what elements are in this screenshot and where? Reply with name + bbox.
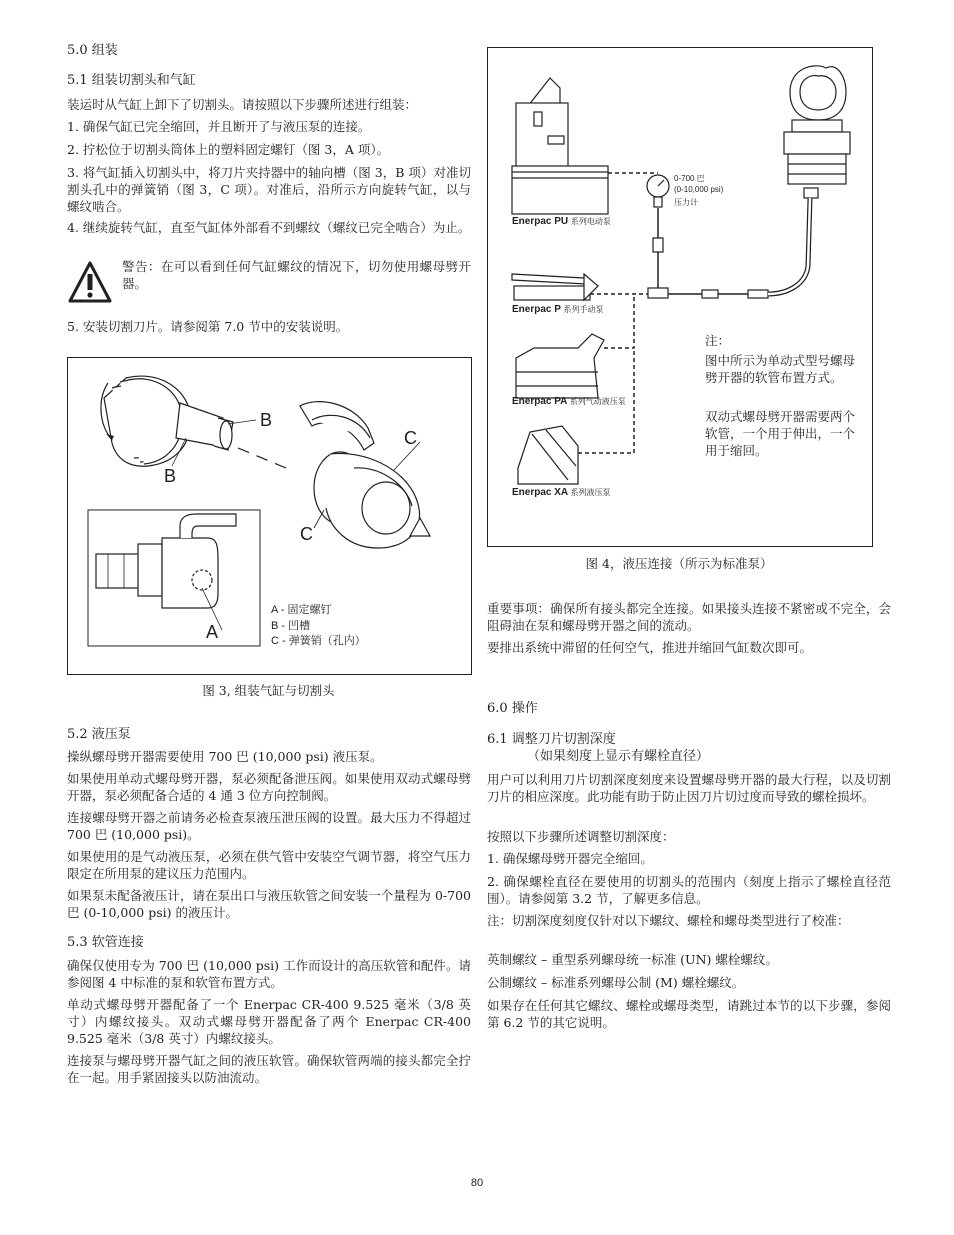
figure-3-box — [67, 357, 472, 675]
section-5-3-heading: 5.3 软管连接 — [67, 935, 144, 950]
fig3-legend-c: C - 弹簧销（孔内） — [271, 635, 366, 647]
section-6-0-heading: 6.0 操作 — [487, 701, 538, 716]
cylinder-cutting-head-illustration — [68, 358, 471, 674]
section-6-1-heading: 6.1 调整刀片切割深度 — [487, 732, 616, 747]
s61-inch-threads: 英制螺纹 – 重型系列螺母统一标准 (UN) 螺栓螺纹。 — [487, 952, 778, 967]
s52-para-3: 连接螺母劈开器之前请务必检查泵液压泄压阀的设置。最大压力不得超过 700 巴 (10,000 psi)。 — [67, 810, 471, 842]
pump-xa-label: Enerpac XA — [512, 487, 568, 498]
fig3-label-b-left: B — [164, 466, 177, 486]
s61-metric-threads: 公制螺纹 – 标准系列螺母公制 (M) 螺栓螺纹。 — [487, 975, 745, 990]
fig4-note-title: 注： — [705, 333, 731, 348]
pump-pu-label: Enerpac PU — [512, 216, 569, 227]
s61-note: 注：切割深度刻度仅针对以下螺纹、螺栓和螺母类型进行了校准： — [487, 913, 850, 928]
fig3-label-c-bottom: C — [300, 524, 313, 544]
step-5: 5. 安装切割刀片。请参阅第 7.0 节中的安装说明。 — [67, 319, 349, 334]
section-5-1-heading: 5.1 组装切割头和气缸 — [67, 73, 196, 88]
fig3-label-a: A — [206, 622, 219, 642]
s61-step-1: 1. 确保螺母劈开器完全缩回。 — [487, 851, 653, 866]
s53-para-2: 单动式螺母劈开器配备了一个 Enerpac CR-400 9.525 毫米（3/8 英寸）内螺纹接头。双动式螺母劈开器配备了两个 Enerpac CR-400 9.525 毫米（3/8 英寸）内螺纹接头。 — [67, 997, 471, 1046]
s61-step-2: 2. 确保螺栓直径在要使用的切割头的范围内（刻度上指示了螺栓直径范围）。请参阅第 3.2 节，了解更多信息。 — [487, 874, 891, 906]
section-5-1-intro: 装运时从气缸上卸下了切割头。请按照以下步骤所述进行组装： — [67, 97, 418, 112]
pump-xa-desc: 系列液压泵 — [570, 488, 611, 497]
fig3-label-b-top: B — [260, 410, 273, 430]
s52-para-4: 如果使用的是气动液压泵，必须在供气管中安装空气调节器，将空气压力限定在所用泵的建议压力范围内。 — [67, 849, 471, 881]
pump-p-label: Enerpac P — [512, 304, 561, 315]
gauge-range-bar: 0-700 巴 — [674, 174, 705, 183]
bleed-note: 要排出系统中滞留的任何空气，推进并缩回气缸数次即可。 — [487, 640, 813, 655]
important-note: 重要事项：确保所有接头都完全连接。如果接头连接不紧密或不完全，会阻碍油在泵和螺母劈开器之间的流动。 — [487, 601, 891, 633]
figure-4-caption: 图 4，液压连接（所示为标准泵） — [585, 556, 773, 571]
s61-para-3: 如果存在任何其它螺纹、螺栓或螺母类型，请跳过本节的以下步骤，参阅第 6.2 节的其它说明。 — [487, 998, 891, 1030]
warning-text: 警告：在可以看到任何气缸螺纹的情况下，切勿使用螺母劈开器。 — [122, 259, 471, 291]
s52-para-5: 如果泵未配备液压计，请在泵出口与液压软管之间安装一个量程为 0-700 巴 (0-10,000 psi) 的液压计。 — [67, 888, 471, 920]
section-5-0-heading: 5.0 组装 — [67, 43, 118, 58]
step-2: 2. 拧松位于切割头筒体上的塑料固定螺钉（图 3，A 项）。 — [67, 142, 390, 157]
s61-para-1: 用户可以利用刀片切割深度刻度来设置螺母劈开器的最大行程，以及切割刀片的相应深度。此功能有助于防止因刀片切过度而导致的螺栓损坏。 — [487, 772, 891, 804]
s52-para-2: 如果使用单动式螺母劈开器，泵必须配备泄压阀。如果使用双动式螺母劈开器，泵必须配备合适的 4 通 3 位方向控制阀。 — [67, 771, 471, 803]
s53-para-3: 连接泵与螺母劈开器气缸之间的液压软管。确保软管两端的接头都完全拧在一起。用手紧固接头以防油流动。 — [67, 1053, 471, 1085]
fig4-note-2: 双动式螺母劈开器需要两个软管，一个用于伸出，一个用于缩回。 — [705, 409, 856, 458]
s52-para-1: 操纵螺母劈开器需要使用 700 巴 (10,000 psi) 液压泵。 — [67, 749, 383, 764]
pump-p-desc: 系列手动泵 — [563, 305, 604, 314]
fig4-note-1: 图中所示为单动式型号螺母劈开器的软管布置方式。 — [705, 353, 856, 385]
step-3: 3. 将气缸插入切割头中，将刀片夹持器中的轴向槽（图 3，B 项）对准切割头孔中的弹簧销（图 3，C 项）。对准后，沿所示方向旋转气缸，以与螺纹啮合。 — [67, 165, 471, 214]
step-1: 1. 确保气缸已完全缩回，并且断开了与液压泵的连接。 — [67, 119, 371, 134]
s61-para-2: 按照以下步骤所述调整切割深度： — [487, 829, 675, 844]
pump-pa-label: Enerpac PA — [512, 396, 568, 407]
warning-triangle-icon — [67, 260, 113, 304]
figure-4-box — [487, 47, 873, 547]
figure-3-caption: 图 3, 组装气缸与切割头 — [202, 683, 335, 698]
step-4: 4. 继续旋转气缸，直至气缸体外部看不到螺纹（螺纹已完全啮合）为止。 — [67, 220, 471, 235]
section-5-2-heading: 5.2 液压泵 — [67, 727, 131, 742]
fig3-legend-a: A - 固定螺钉 — [271, 604, 332, 616]
gauge-label: 压力计 — [674, 198, 698, 207]
pump-pu-desc: 系列电动泵 — [570, 217, 611, 226]
pump-pa-desc: 系列气动液压泵 — [569, 397, 626, 406]
gauge-range-psi: (0-10,000 psi) — [674, 185, 724, 194]
fig3-label-c-right: C — [404, 428, 417, 448]
s53-para-1: 确保仅使用专为 700 巴 (10,000 psi) 工作而设计的高压软管和配件。请参阅图 4 中标准的泵和软管布置方式。 — [67, 958, 471, 990]
page-number: 80 — [470, 1177, 484, 1189]
section-6-1-subheading: （如果刻度上显示有螺栓直径） — [527, 749, 710, 764]
fig3-legend-b: B - 凹槽 — [271, 620, 311, 632]
hydraulic-connection-illustration — [488, 48, 872, 546]
